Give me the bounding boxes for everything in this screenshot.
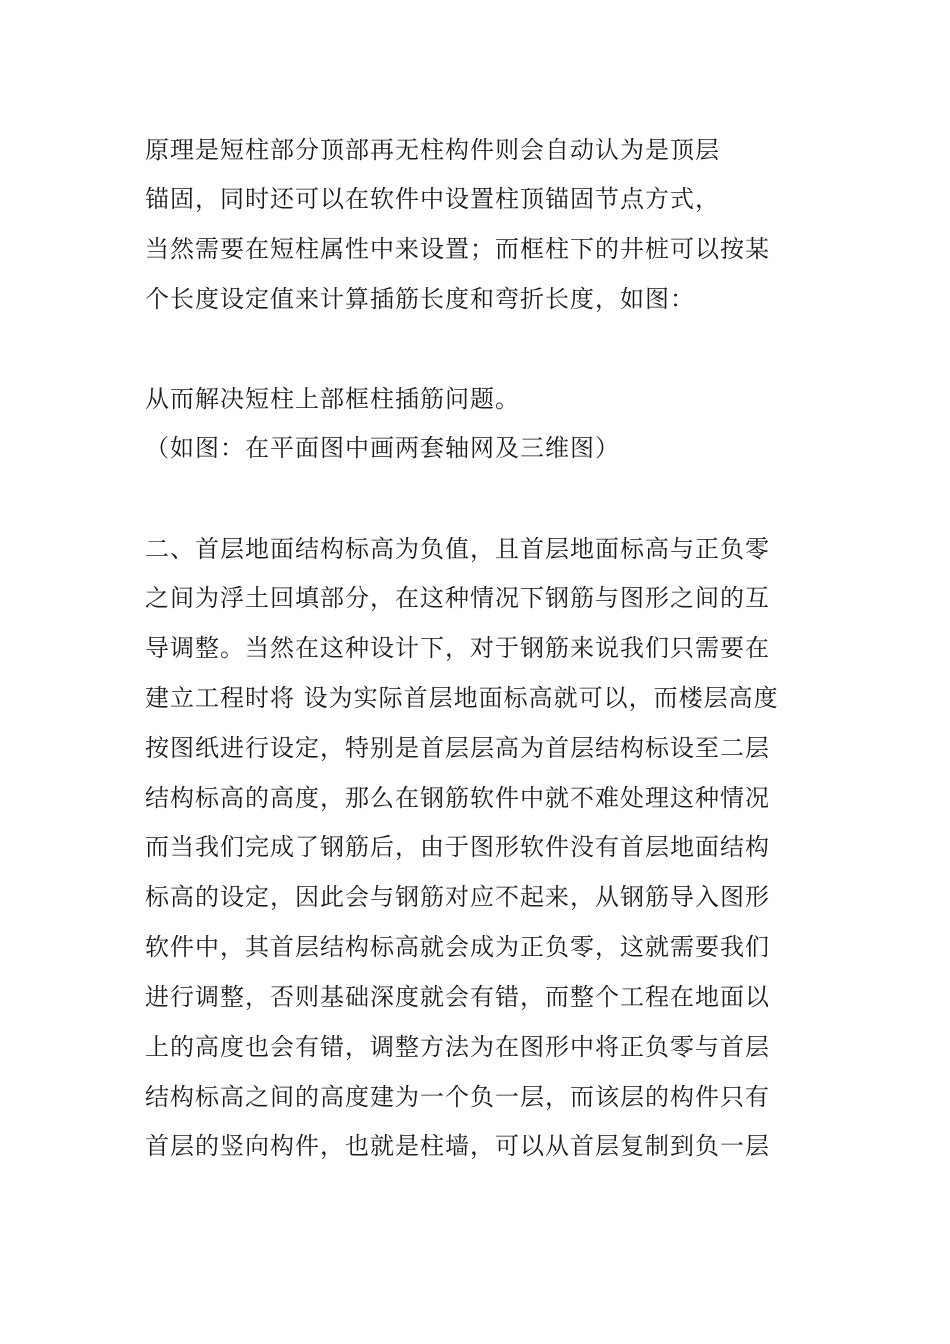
- text-line: 个长度设定值来计算插筋长度和弯折长度，如图：: [145, 285, 695, 313]
- text-line: 结构标高的高度，那么在钢筋软件中就不难处理这种情况: [145, 784, 770, 812]
- text-line: 锚固，同时还可以在软件中设置柱顶锚固节点方式，: [145, 185, 720, 213]
- text-line: 软件中，其首层结构标高就会成为正负零，这就需要我们: [145, 933, 770, 961]
- text-line: 原理是短柱部分顶部再无柱构件则会自动认为是顶层: [145, 136, 720, 164]
- section-heading-line: 二、首层地面结构标高为负值，且首层地面标高与正负零: [145, 535, 770, 563]
- text-line: 从而解决短柱上部框柱插筋问题。: [145, 385, 520, 413]
- text-line: 首层的竖向构件，也就是柱墙，可以从首层复制到负一层: [145, 1132, 770, 1160]
- text-line: 按图纸进行设定，特别是首层层高为首层结构标设至二层: [145, 734, 770, 762]
- text-line: 建立工程时将 设为实际首层地面标高就可以，而楼层高度: [145, 684, 779, 712]
- text-line: 之间为浮土回填部分，在这种情况下钢筋与图形之间的互: [145, 584, 770, 612]
- text-line: 导调整。当然在这种设计下，对于钢筋来说我们只需要在: [145, 634, 770, 662]
- text-line: （如图：在平面图中画两套轴网及三维图）: [145, 434, 620, 462]
- text-line: 当然需要在短柱属性中来设置；而框柱下的井桩可以按某: [145, 235, 770, 263]
- text-line: 上的高度也会有错，调整方法为在图形中将正负零与首层: [145, 1033, 770, 1061]
- text-line: 进行调整，否则基础深度就会有错，而整个工程在地面以: [145, 983, 770, 1011]
- text-line: 结构标高之间的高度建为一个负一层，而该层的构件只有: [145, 1083, 770, 1111]
- text-line: 标高的设定，因此会与钢筋对应不起来，从钢筋导入图形: [145, 883, 770, 911]
- text-line: 而当我们完成了钢筋后，由于图形软件没有首层地面结构: [145, 833, 770, 861]
